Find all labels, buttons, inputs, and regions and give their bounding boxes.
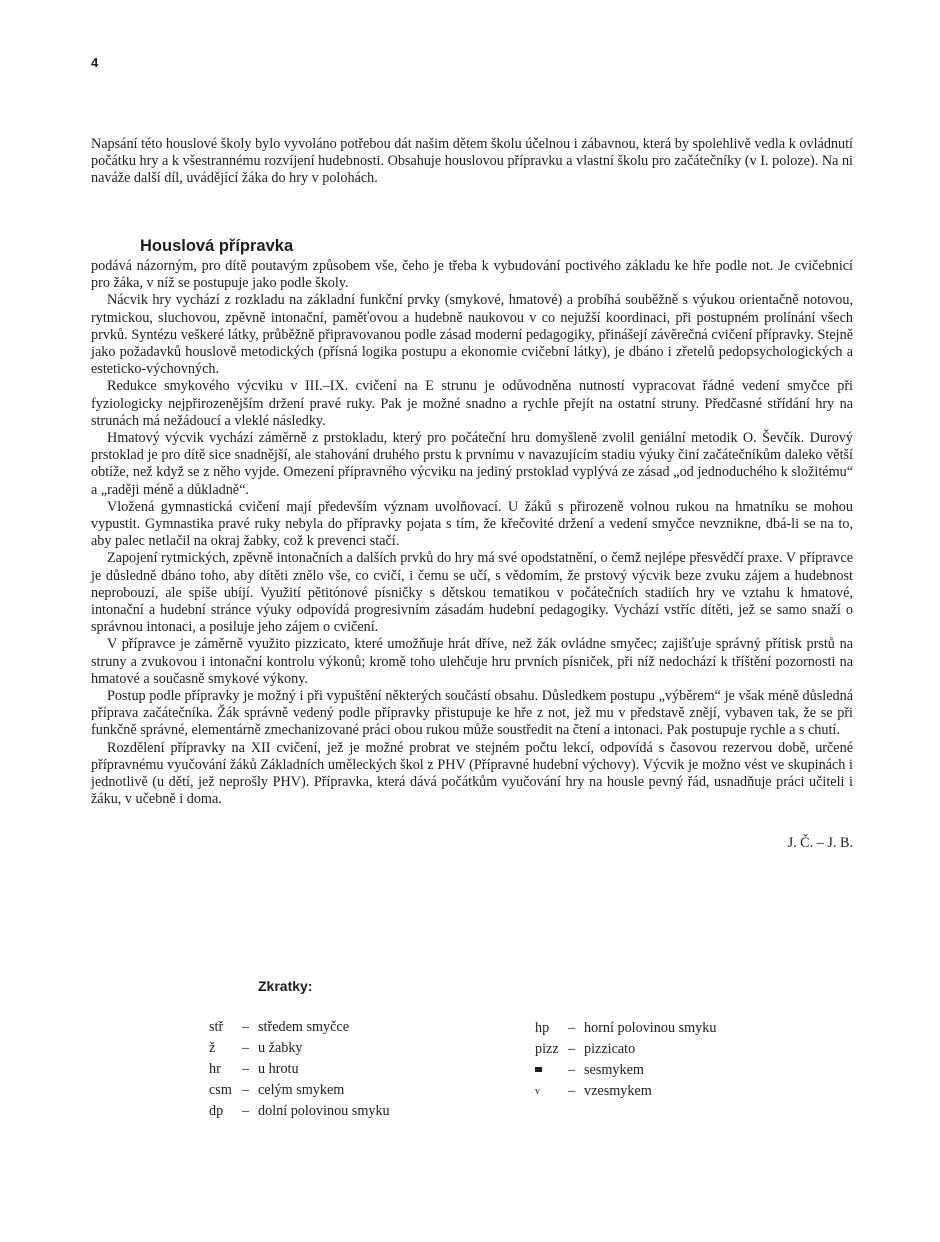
paragraph-8: Postup podle přípravky je možný i při vypuštění některých součástí obsahu. Důsledkem postupu „výběrem“ je však méně důsledná příprava začátečníka. Žák správně vedený podle přípravky přistupuje ke hře z not, jež mu v představě znějí, vybaven tak, že se při funkčně správné, elementárně zmechanizované práci obou rukou může soustředit na čtení a intonaci. Pak postupuje rychle a s chutí. [91, 688, 853, 739]
abbreviation-row [209, 1040, 390, 1061]
abbreviation-dash: – [242, 1082, 250, 1098]
abbreviation-code: ž [209, 1040, 216, 1056]
page-number: 4 [91, 55, 99, 70]
abbreviations-heading: Zkratky: [258, 978, 313, 994]
abbreviation-dash: – [242, 1061, 250, 1077]
abbreviation-meaning: u žabky [258, 1040, 303, 1056]
abbreviation-meaning: u hrotu [258, 1061, 299, 1077]
abbreviations-left-column [209, 1019, 390, 1124]
abbreviation-meaning: pizzicato [584, 1041, 636, 1057]
abbreviation-code: dp [209, 1103, 224, 1119]
abbreviation-code: pizz [535, 1041, 559, 1057]
abbreviation-row [535, 1041, 716, 1062]
abbreviation-row [209, 1103, 390, 1124]
abbreviation-meaning: sesmykem [584, 1062, 644, 1078]
paragraph-4: Hmatový výcvik vychází záměrně z prstokladu, který pro počáteční hru domyšleně zvolil geniální metodik O. Ševčík. Durový prstoklad je pro dítě sice snadnější, ale stahování druhého prstu k prvnímu v navazujícím stadiu výuky činí začátečníkům daleko větší obtíže, než když se z něho vyjde. Omezení přípravného výcviku na jediný prstoklad vyplývá ze zásad „od jednoduchého k složitému“ a „raději méně a důkladně“. [91, 430, 853, 498]
abbreviation-row [209, 1082, 390, 1103]
abbreviation-code: hr [209, 1061, 221, 1077]
abbreviation-code: csm [209, 1082, 232, 1098]
down-bow-icon [535, 1062, 568, 1079]
abbreviation-meaning: horní polovinou smyku [584, 1020, 717, 1036]
up-bow-symbol: v [535, 1086, 540, 1097]
up-bow-icon [535, 1083, 568, 1100]
paragraph-7: V přípravce je záměrně využito pizzicato, které umožňuje hrát dříve, než žák ovládne smyčec; zajišťuje správný přítisk prstů na struny a zvukovou i intonační kontrolu výkonů; kromě toho ulehčuje hru prvních písniček, při níž nedochází k tříštění pozornosti na hmatové a současně smykové výkony. [91, 636, 853, 687]
body-text [91, 258, 853, 809]
abbreviation-code: stř [209, 1019, 224, 1035]
paragraph-1: podává názorným, pro dítě poutavým způsobem vše, čeho je třeba k vybudování poctivého základu ke hře podle not. Je cvičebnicí pro žáka, v níž se postupuje jako podle školy. [91, 258, 853, 292]
signature: J. Č. – J. B. [787, 835, 853, 851]
paragraph-3: Redukce smykového výcviku v III.–IX. cvičení na E strunu je odůvodněna nutností vypracovat řádné vedení smyčce při fyziologicky nejpřirozenějším držení pravé ruky. Pak je možné snadno a rychle přejít na ostatní struny. Předčasné střídání hry na strunách má nežádoucí a vleklé následky. [91, 378, 853, 429]
abbreviation-dash: – [568, 1020, 576, 1036]
paragraph-5: Vložená gymnastická cvičení mají především význam uvolňovací. U žáků s přirozeně volnou rukou na hmatníku se mohou vypustit. Gymnastika pravé ruky nebyla do přípravky pojata s tím, že křečovité držení a vedení smyčce nevznikne, dbá-li se na to, aby palec netlačil na okraj žabky, což k prevenci stačí. [91, 498, 853, 550]
abbreviation-row [535, 1020, 716, 1041]
abbreviation-meaning: celým smykem [258, 1082, 345, 1098]
abbreviation-dash: – [568, 1062, 576, 1078]
abbreviation-row [209, 1019, 390, 1040]
abbreviations-right-column [535, 1020, 716, 1104]
paragraph-2: Nácvik hry vychází z rozkladu na základní funkční prvky (smykové, hmatové) a probíhá souběžně s výukou orientačně notovou, rytmickou, sluchovou, zpěvně intonační, paměťovou a hudebně naukovou v co nejužší koordinaci, při postupném prolínání všech prvků. Syntézu veškeré látky, průběžně připravovanou podle zásad moderní pedagogiky, přinášejí závěrečná cvičení přípravky. Stejně jako požadavků houslově metodických (přísná logika postupu a ekonomie cvičební látky), je dbáno i zřetelů pedopsychologických a esteticko-výchovných. [91, 292, 853, 378]
abbreviation-meaning: středem smyčce [258, 1019, 349, 1035]
paragraph-6: Zapojení rytmických, zpěvně intonačních a dalších prvků do hry má své opodstatnění, o čemž nejlépe přesvědčí praxe. V přípravce je důsledně dbáno toho, aby dítěti znělo vše, co cvičí, i čemu se učí, s vědomím, že prstový výcvik beze zvuku zájem a hudebnost neprobouzí, ale spíše ubíjí. Využití pětitónové písničky s dětskou tematikou v počátečních stadiích hry ve vztahu k hmatové, intonační a hudební stránce výuky odpovídá progresivním zásadám hudební pedagogiky. Vychází vstříc dítěti, jež se samo snaží o správnou intonaci, a posiluje jeho zájem o cvičení. [91, 550, 853, 636]
abbreviation-dash: – [242, 1040, 250, 1056]
abbreviation-code: hp [535, 1020, 550, 1036]
intro-paragraph: Napsání této houslové školy bylo vyvoláno potřebou dát našim dětem školu účelnou i zábavnou, která by spolehlivě vedla k ovládnutí počátku hry a k všestrannému rozvíjení hudebnosti. Obsahuje houslovou přípravku a vlastní školu pro začátečníky (v I. poloze). Na ni naváže další díl, uvádějící žáka do hry v polohách. [91, 136, 853, 187]
abbreviation-meaning: vzesmykem [584, 1083, 652, 1099]
abbreviation-row [535, 1083, 716, 1104]
abbreviation-dash: – [242, 1103, 250, 1119]
abbreviation-dash: – [568, 1041, 576, 1057]
paragraph-9: Rozdělení přípravky na XII cvičení, jež je možné probrat ve stejném počtu lekcí, odpovídá s časovou rezervou době, určené přípravnému vyučování žáků Základních uměleckých škol z PHV (Přípravné hudební výchovy). Výcvik je možno vést ve skupinách i jednotlivě (u dětí, jež neprošly PHV). Přípravka, která dává počátkům vyučování hry na housle pevný řád, usnadňuje práci učiteli i žáku, v učebně i doma. [91, 739, 853, 808]
abbreviation-dash: – [568, 1083, 576, 1099]
abbreviation-row [209, 1061, 390, 1082]
section-heading: Houslová přípravka [140, 237, 294, 255]
abbreviation-dash: – [242, 1019, 250, 1035]
abbreviation-row [535, 1062, 716, 1083]
abbreviation-meaning: dolní polovinou smyku [258, 1103, 390, 1119]
